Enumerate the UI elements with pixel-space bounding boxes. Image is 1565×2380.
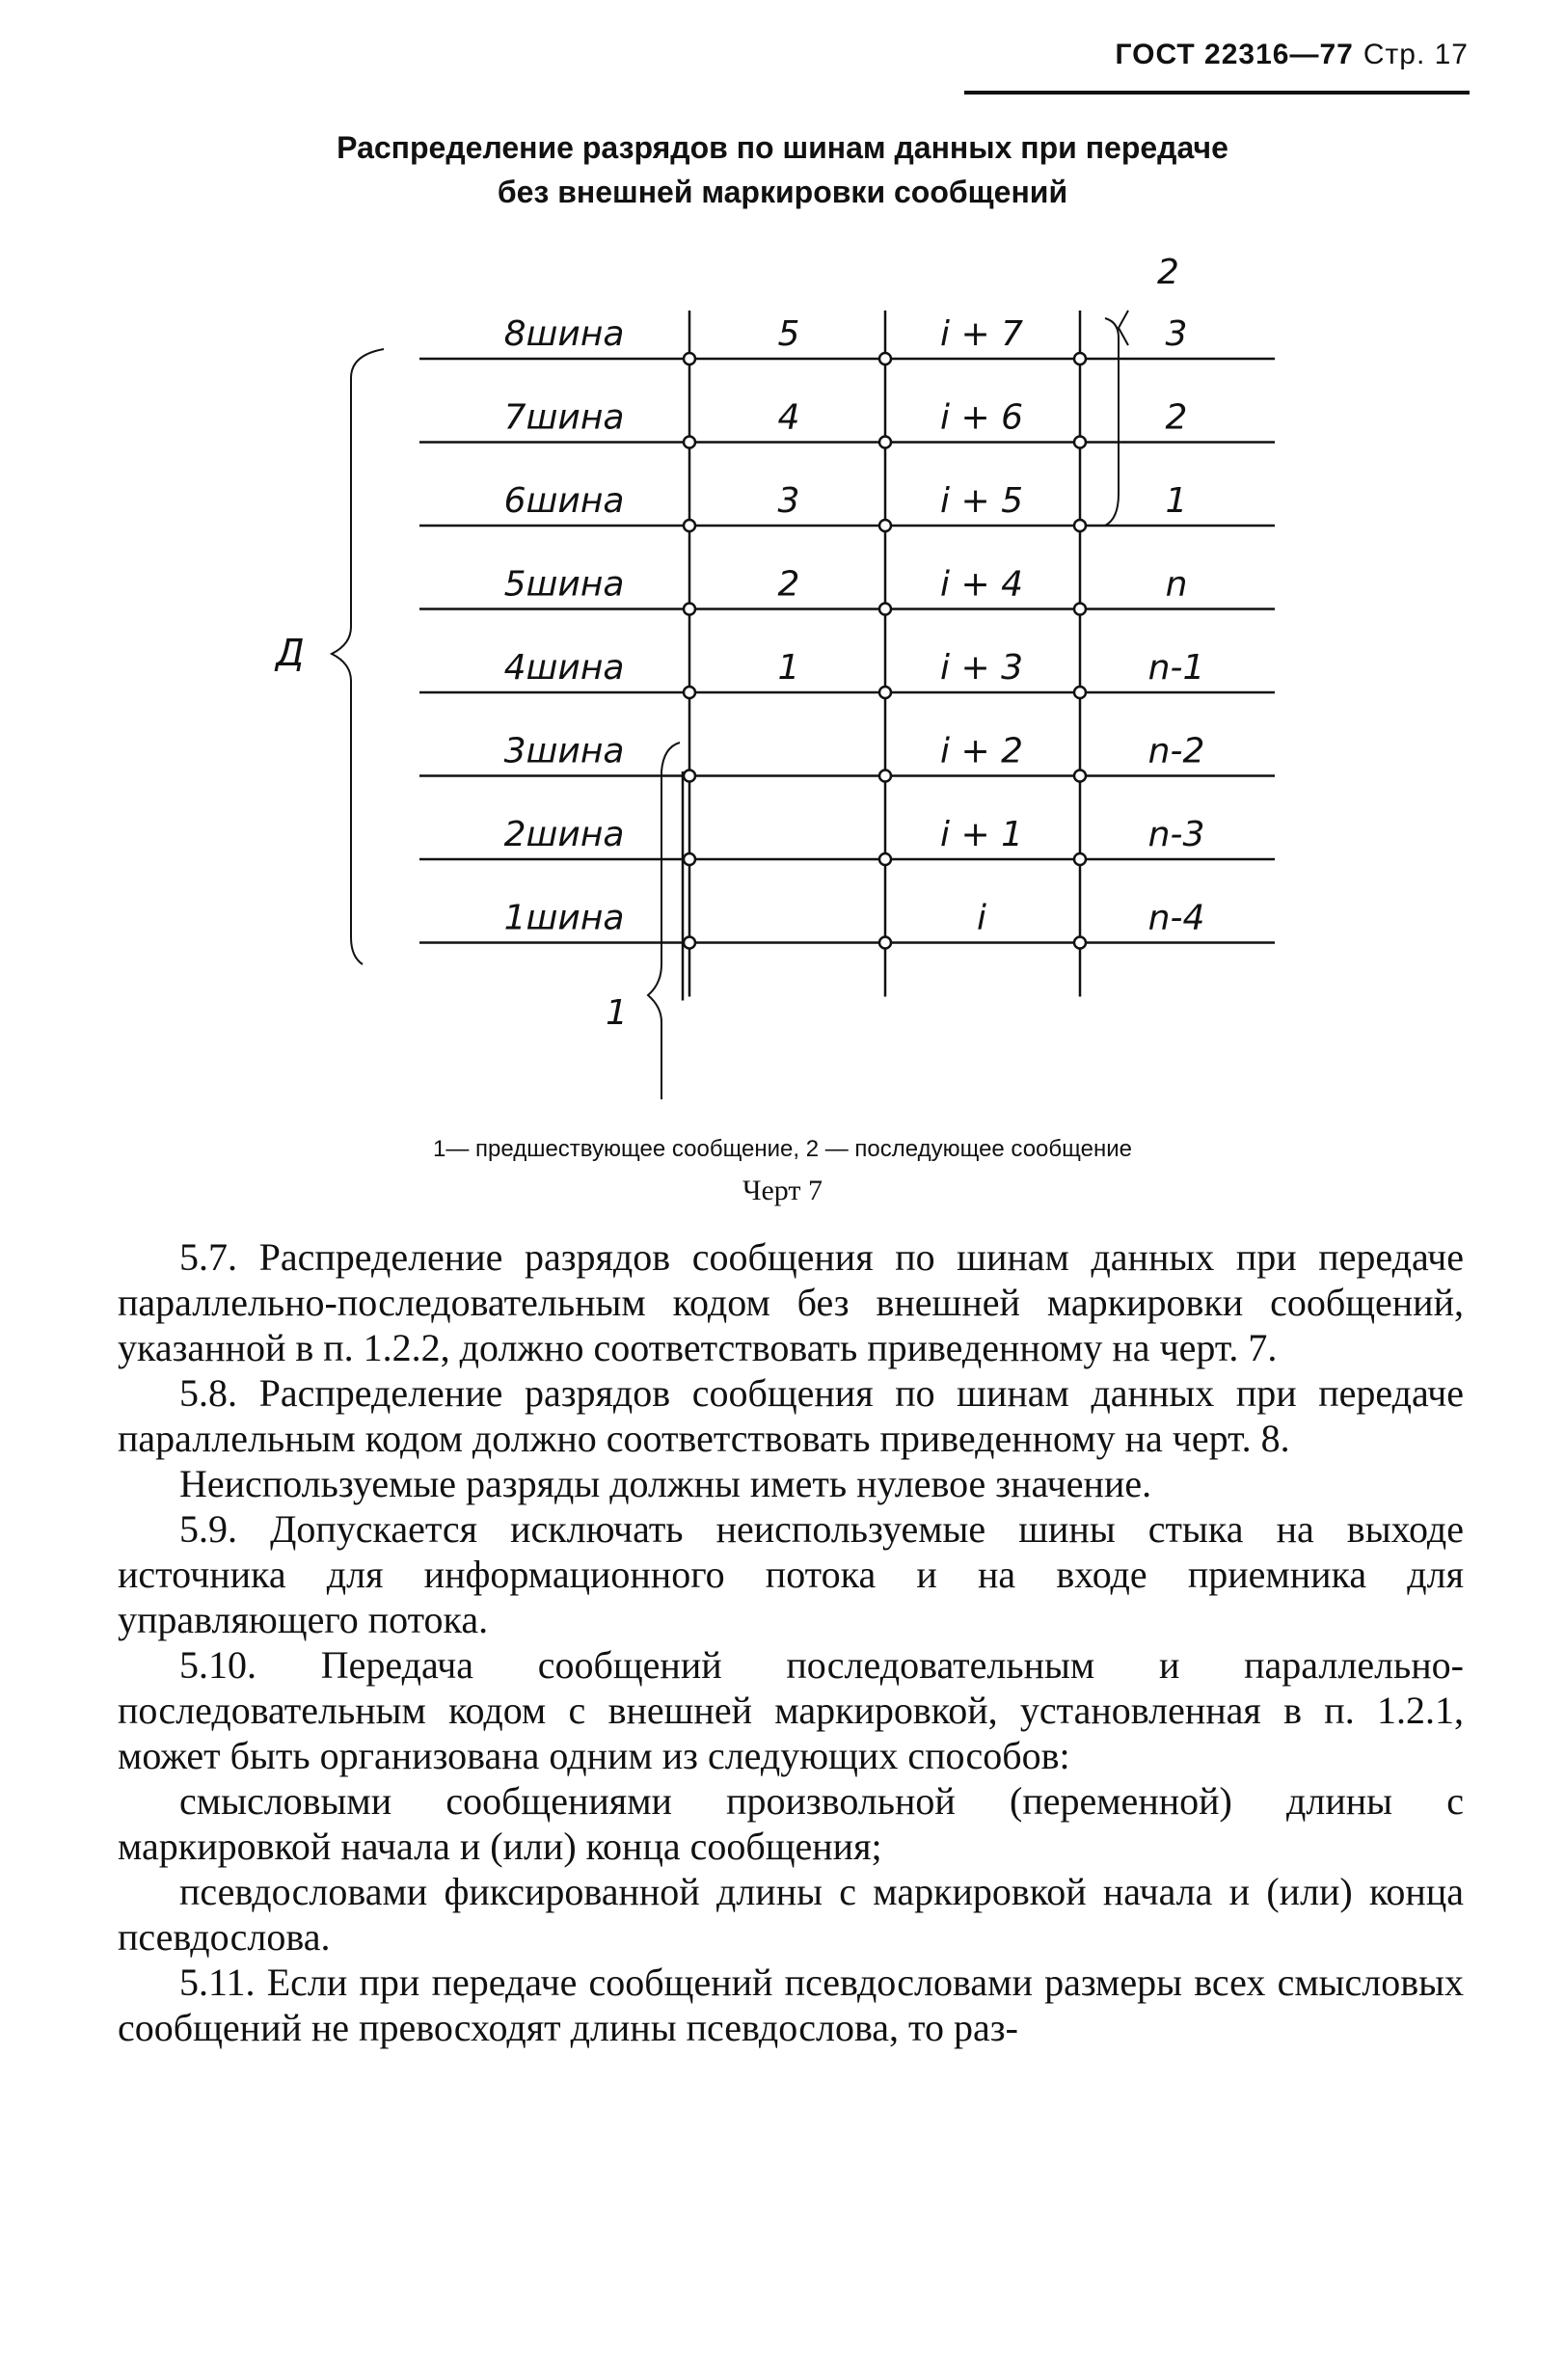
junction-node — [684, 937, 695, 949]
junction-node — [684, 604, 695, 615]
bit-col3: n-3 — [1147, 815, 1205, 854]
diagram-title-line-1: Распределение разрядов по шинам данных при передаче — [337, 130, 1228, 165]
junction-node — [684, 853, 695, 865]
body-text — [118, 1234, 1464, 2050]
bit-col2: i + 4 — [940, 564, 1023, 605]
junction-node — [879, 604, 891, 615]
standard-number: ГОСТ 22316—77 — [1115, 39, 1354, 70]
bus-label: 8шина — [503, 314, 625, 354]
bus-label: 3шина — [503, 731, 625, 771]
bit-col3: 1 — [1165, 481, 1188, 521]
junction-node — [1074, 937, 1086, 949]
bit-col1: 3 — [777, 481, 800, 521]
paragraph-5-10: 5.10. Передача сообщений последовательным и параллельно-последовательным кодом с внешней маркировкой, установленная в п. 1.2.1, может быть организована одним из следующих способов: — [118, 1643, 1464, 1777]
label-one: 1 — [606, 993, 628, 1033]
bit-col3: n-2 — [1147, 731, 1205, 771]
paragraph-5-9: 5.9. Допускается исключать неиспользуемые шины стыка на выходе источника для информационного потока и на входе приемника для управляющего потока. — [118, 1507, 1464, 1641]
paragraph-5-8-note: Неиспользуемые разряды должны иметь нулевое значение. — [179, 1462, 1152, 1505]
junction-node — [684, 687, 695, 698]
bit-col2: i + 3 — [940, 648, 1023, 688]
junction-node — [879, 687, 891, 698]
bit-col2: i + 7 — [940, 314, 1023, 354]
bus-label: 4шина — [503, 648, 625, 688]
junction-node — [1074, 771, 1086, 782]
label-two: 2 — [1157, 253, 1179, 292]
paragraph-5-10-a: смысловыми сообщениями произвольной (переменной) длины с маркировкой начала и (или) конца сообщения; — [118, 1779, 1464, 1868]
bus-distribution-diagram — [0, 0, 1565, 1138]
bit-col1: 4 — [777, 397, 800, 438]
bit-col2: i + 6 — [940, 397, 1023, 438]
bit-col2: i + 5 — [940, 481, 1023, 521]
junction-node — [879, 520, 891, 531]
bit-col1: 1 — [777, 648, 800, 688]
junction-node — [684, 437, 695, 448]
junction-node — [879, 937, 891, 949]
bit-col3: n-1 — [1147, 648, 1205, 688]
bit-col3: 3 — [1165, 314, 1188, 354]
junction-node — [1074, 604, 1086, 615]
paragraph-5-11: 5.11. Если при передаче сообщений псевдословами размеры всех смысловых сообщений не превосходят длины псевдослова, то раз- — [118, 1961, 1464, 2049]
bit-col3: n-4 — [1147, 898, 1205, 938]
figure-label: Черт 7 — [742, 1175, 823, 1206]
bus-label: 5шина — [503, 564, 625, 605]
junction-node — [1074, 520, 1086, 531]
junction-node — [879, 437, 891, 448]
bus-label: 6шина — [503, 481, 625, 521]
junction-node — [879, 853, 891, 865]
brace-1 — [648, 743, 680, 1099]
bit-col1: 2 — [777, 564, 800, 605]
junction-node — [879, 353, 891, 365]
junction-node — [879, 771, 891, 782]
junction-node — [684, 520, 695, 531]
junction-node — [684, 771, 695, 782]
bit-col3: n — [1165, 564, 1188, 605]
brace-2-tip — [1119, 311, 1128, 345]
bit-col3: 2 — [1165, 397, 1188, 438]
paragraph-5-8: 5.8. Распределение разрядов сообщения по шинам данных при передаче параллельным кодом должно соответствовать приведенному на черт. 8. — [118, 1371, 1464, 1460]
bus-label: 7шина — [503, 397, 625, 438]
paragraph-5-7: 5.7. Распределение разрядов сообщения по шинам данных при передаче параллельно-последовательным кодом без внешней маркировки сообщений, указанной в п. 1.2.2, должно соответствовать приведенному на черт. 7. — [118, 1235, 1464, 1369]
paragraph-5-10-b: псевдословами фиксированной длины с маркировкой начала и (или) конца псевдослова. — [118, 1870, 1464, 1959]
diagram-title-line-2: без внешней маркировки сообщений — [497, 175, 1068, 209]
brace-d — [332, 349, 384, 964]
page-number: Стр. 17 — [1363, 39, 1469, 70]
diagram-rows — [504, 314, 1205, 938]
junction-node — [1074, 353, 1086, 365]
junction-node — [1074, 687, 1086, 698]
diagram-legend: 1— предшествующее сообщение, 2 — последующее сообщение — [433, 1136, 1132, 1162]
bus-label: 2шина — [503, 815, 625, 854]
junction-node — [1074, 853, 1086, 865]
brace-d-label: Д — [276, 632, 305, 674]
bus-label: 1шина — [503, 898, 625, 938]
brace-2 — [1105, 318, 1119, 526]
bit-col2: i — [976, 898, 987, 938]
junction-node — [684, 353, 695, 365]
bit-col1: 5 — [777, 314, 800, 354]
bit-col2: i + 1 — [940, 815, 1023, 854]
bit-col2: i + 2 — [940, 731, 1023, 771]
junction-node — [1074, 437, 1086, 448]
